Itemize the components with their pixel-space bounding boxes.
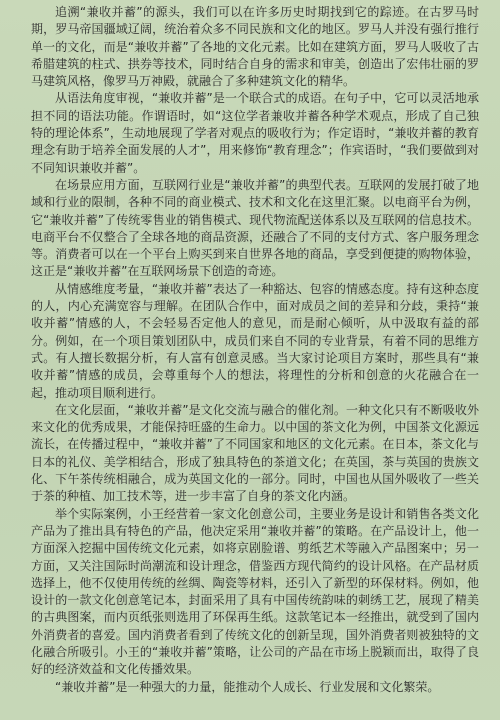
paragraph-emotion: 从情感维度考量，“兼收并蓄”表达了一种豁达、包容的情感态度。持有这种态度的人，内心充满宽容与理解。在团队合作中，面对成员之间的差异和分歧，秉持“兼收并蓄”情感的人，不会轻易否定他人的意见，而是耐心倾听，从中汲取有益的部分。例如，在一个项目策划团队中，成员们来自不同的专业背景，有着不同的思维方式。有人擅长数据分析，有人富有创意灵感。当大家讨论项目方案时，那些具有“兼收并蓄”情感的成员，会尊重每个人的想法，将理性的分析和创意的火花融合在一起，推动项目顺利进行。 — [31, 281, 479, 400]
paragraph-scenario: 在场景应用方面，互联网行业是“兼收并蓄”的典型代表。互联网的发展打破了地域和行业的限制，各种不同的商业模式、技术和文化在这里汇聚。以电商平台为例，它“兼收并蓄”了传统零售业的销售模式、现代物流配送体系以及互联网的信息技术。电商平台不仅整合了全球各地的商品资源，还融合了不同的支付方式、客户服务理念等。消费者可以在一个平台上购买到来自世界各地的商品，享受到便捷的购物体验，这正是“兼收并蓄”在互联网场景下创造的奇迹。 — [31, 177, 479, 279]
paragraph-conclusion: “兼收并蓄”是一种强大的力量，能推动个人成长、行业发展和文化繁荣。 — [55, 679, 440, 694]
paragraph-case-study: 举个实际案例，小王经营着一家文化创意公司，主要业务是设计和销售各类文化产品为了推出具有特色的产品，他决定采用“兼收并蓄”的策略。在产品设计上，他一方面深入挖掘中国传统文化元素，如将京剧脸谱、剪纸艺术等融入产品图案中；另一方面，又关注国际时尚潮流和设计理念，借鉴西方现代简约的设计风格。在产品材质选择上，他不仅使用传统的丝绸、陶瓷等材料，还引入了新型的环保材料。例如，他设计的一款文化创意笔记本，封面采用了具有中国传统韵味的刺绣工艺，展现了精美的古典图案，而内页纸张则选用了环保再生纸。这款笔记本一经推出，就受到了国内外消费者的喜爱。国内消费者看到了传统文化的创新呈现，国外消费者则被独特的文化融合所吸引。小王的“兼收并蓄”策略，让公司的产品在市场上脱颖而出，取得了良好的经济效益和文化传播效果。 — [31, 506, 479, 677]
paragraph-culture: 在文化层面，“兼收并蓄”是文化交流与融合的催化剂。一种文化只有不断吸收外来文化的优秀成果，才能保持旺盛的生命力。以中国的茶文化为例，中国茶文化源远流长，在传播过程中，“兼收并蓄”了不同国家和地区的文化元素。在日本，茶文化与日本的礼仪、美学相结合，形成了独具特色的茶道文化；在英国，茶与英国的贵族文化、下午茶传统相融合，成为英国文化的一部分。同时，中国也从国外吸收了一些关于茶的种植、加工技术等，进一步丰富了自身的茶文化内涵。 — [31, 402, 479, 504]
paragraph-grammar: 从语法角度审视，“兼收并蓄”是一个联合式的成语。在句子中，它可以灵活地承担不同的语法功能。作谓语时，如“这位学者兼收并蓄各种学术观点，形成了自己独特的理论体系”，生动地展现了学者对观点的吸收行为；作定语时，“兼收并蓄的教育理念有助于培养全面发展的人才”，用来修饰“教育理念”；作宾语时，“我们要做到对不同知识兼收并蓄”。 — [31, 91, 479, 175]
paragraph-origin: 追溯“兼收并蓄”的源头，我们可以在许多历史时期找到它的踪迹。在古罗马时期，罗马帝国疆域辽阔，统治着众多不同民族和文化的地区。罗马人并没有强行推行单一的文化，而是“兼收并蓄”了各地的文化元素。比如在建筑方面，罗马人吸收了古希腊建筑的柱式、拱券等技术，同时结合自身的需求和审美，创造出了宏伟壮丽的罗马建筑风格，像罗马万神殿，就融合了多种建筑文化的精华。 — [31, 5, 479, 89]
